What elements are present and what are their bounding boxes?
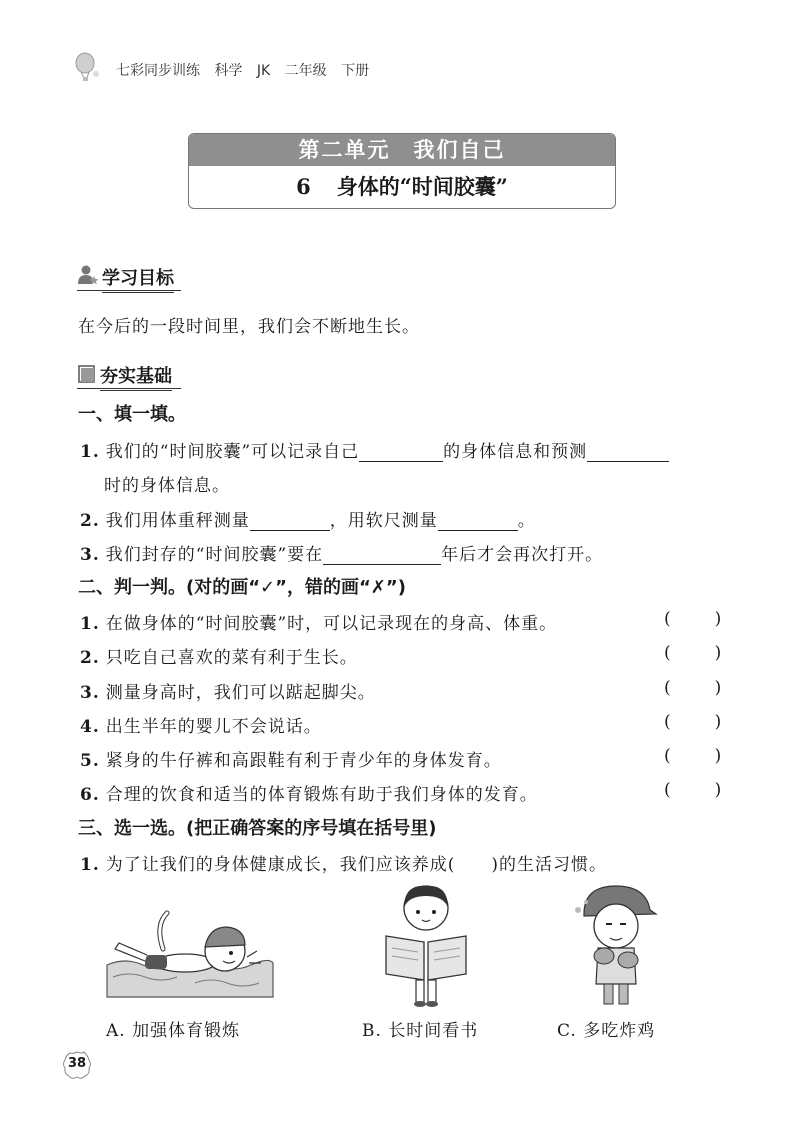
paren-open: ( — [664, 678, 671, 698]
objectives-heading: 学习目标 — [102, 264, 174, 293]
swimming-child-illustration — [105, 905, 275, 1005]
answer-blank[interactable] — [359, 443, 443, 462]
paren-open: ( — [664, 780, 671, 800]
answer-blank[interactable] — [323, 546, 441, 565]
answer-parens[interactable] — [664, 643, 721, 663]
reading-child-illustration — [378, 880, 474, 1010]
paren-close: ) — [714, 712, 722, 732]
question-number: 3. — [80, 683, 100, 703]
question-text: 为了让我们的身体健康成长，我们应该养成( — [105, 855, 456, 875]
question-text: 只吃自己喜欢的菜有利于生长。 — [105, 648, 358, 668]
part3-heading: 三、选一选。(把正确答案的序号填在括号里) — [78, 818, 437, 839]
question-text: 在做身体的“时间胶囊”时，可以记录现在的身高、体重。 — [105, 614, 558, 634]
question-number: 2. — [80, 648, 100, 668]
question-text: )的生活习惯。 — [491, 855, 608, 875]
lesson-title — [189, 166, 615, 208]
part1-q2 — [80, 506, 536, 531]
paren-open: ( — [664, 609, 671, 629]
paren-close: ) — [714, 643, 722, 663]
objectives-text: 在今后的一段时间里，我们会不断地生长。 — [78, 317, 420, 337]
question-text: 合理的饮食和适当的体育锻炼有助于我们身体的发育。 — [105, 785, 538, 805]
paren-open: ( — [664, 712, 671, 732]
part1-heading: 一、填一填。 — [78, 404, 186, 425]
header-grade: 二年级 — [284, 63, 327, 79]
question-text: 的身体信息和预测 — [443, 442, 588, 462]
answer-parens[interactable] — [664, 609, 721, 629]
paren-close: ) — [714, 609, 722, 629]
question-text: 紧身的牛仔裤和高跟鞋有利于青少年的身体发育。 — [105, 751, 502, 771]
judge-item — [80, 712, 322, 737]
option-label: A. — [106, 1021, 126, 1041]
option-text: 长时间看书 — [388, 1021, 479, 1041]
part3-q1 — [80, 850, 607, 875]
question-text: 我们的“时间胶囊”可以记录自己 — [105, 442, 360, 462]
paren-open: ( — [664, 746, 671, 766]
judge-item — [80, 609, 557, 634]
option-text: 加强体育锻炼 — [132, 1021, 241, 1041]
question-number: 5. — [80, 751, 100, 771]
answer-parens[interactable] — [664, 746, 721, 766]
option-b — [362, 1016, 478, 1041]
lesson-name: 身体的“时间胶囊” — [336, 174, 508, 199]
lesson-number: 6 — [296, 174, 311, 199]
child-eating-fried-chicken-illustration — [570, 880, 660, 1010]
option-c — [557, 1016, 655, 1041]
question-number: 6. — [80, 785, 100, 805]
paren-close: ) — [714, 746, 722, 766]
part1-q1 — [80, 437, 669, 462]
answer-blank[interactable] — [438, 512, 518, 531]
question-text: 年后才会再次打开。 — [441, 545, 604, 565]
header-subject: 科学 — [214, 63, 243, 79]
unit-title: 第二单元 我们自己 — [189, 134, 615, 166]
question-text: 出生半年的婴儿不会说话。 — [105, 717, 322, 737]
paren-open: ( — [664, 643, 671, 663]
running-header — [116, 60, 379, 80]
paren-close: ) — [714, 678, 722, 698]
judge-item — [80, 746, 502, 771]
question-number: 1. — [80, 614, 100, 634]
question-number: 4. — [80, 717, 100, 737]
paren-close: ) — [714, 780, 722, 800]
balloon-logo-icon — [72, 52, 102, 82]
judge-item — [80, 678, 376, 703]
judge-item — [80, 780, 538, 805]
question-text: 测量身高时，我们可以踮起脚尖。 — [105, 683, 376, 703]
lesson-title-box — [188, 133, 616, 209]
question-text: 我们用体重秤测量 — [105, 511, 250, 531]
answer-parens[interactable] — [664, 678, 721, 698]
part1-q3 — [80, 540, 603, 565]
basics-heading: 夯实基础 — [100, 362, 172, 391]
option-label: C. — [557, 1021, 577, 1041]
question-text: 。 — [517, 511, 536, 531]
question-number: 3. — [80, 545, 100, 565]
person-star-icon — [77, 264, 99, 286]
answer-parens[interactable] — [664, 780, 721, 800]
answer-blank[interactable] — [587, 443, 669, 462]
option-a — [106, 1016, 240, 1041]
judge-item — [80, 643, 358, 668]
header-edition: JK — [256, 63, 271, 79]
part1-q1-continued: 时的身体信息。 — [104, 476, 230, 496]
option-label: B. — [362, 1021, 382, 1041]
option-text: 多吃炸鸡 — [583, 1021, 656, 1041]
answer-parens[interactable] — [664, 712, 721, 732]
question-text: 我们封存的“时间胶囊”要在 — [105, 545, 324, 565]
header-series: 七彩同步训练 — [116, 63, 200, 79]
page-number: 38 — [67, 1056, 87, 1071]
header-volume: 下册 — [341, 63, 370, 79]
question-number: 2. — [80, 511, 100, 531]
book-icon — [77, 364, 97, 384]
question-number: 1. — [80, 442, 100, 462]
objectives-underline — [77, 290, 181, 291]
basics-underline — [77, 388, 181, 389]
question-text: ，用软尺测量 — [329, 511, 438, 531]
question-number: 1. — [80, 855, 100, 875]
answer-blank[interactable] — [250, 512, 330, 531]
part2-heading: 二、判一判。(对的画“✓”，错的画“✗”) — [78, 577, 406, 598]
